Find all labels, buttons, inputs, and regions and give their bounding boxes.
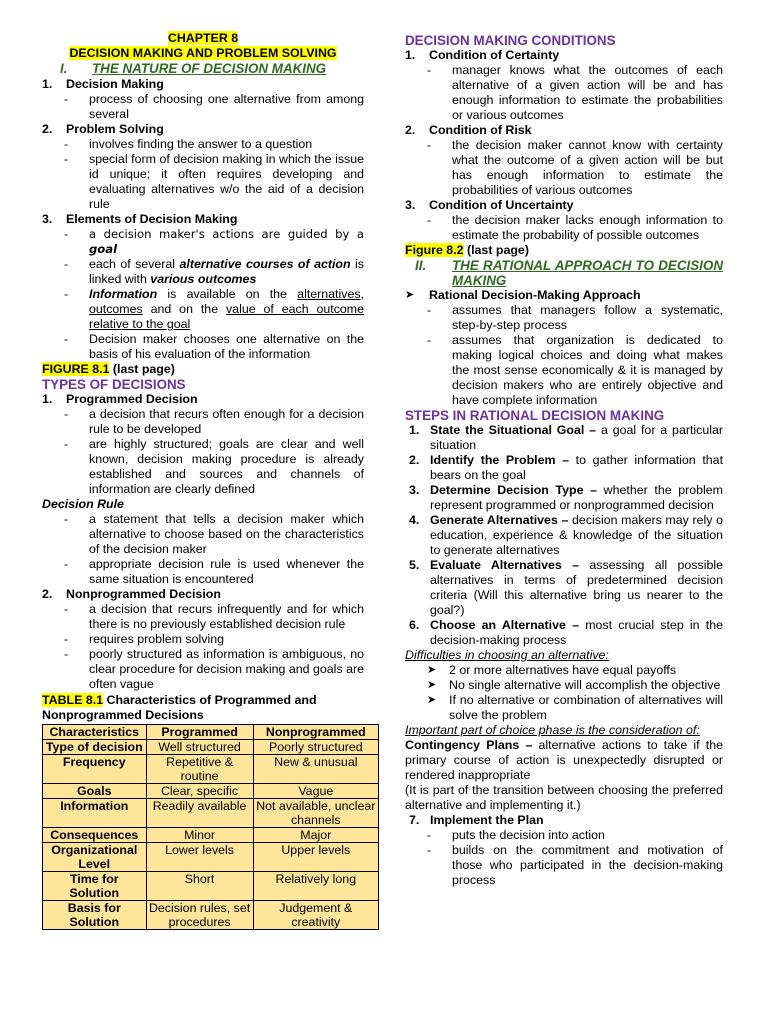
right-column [405,33,723,888]
table-cell: Repetitive & routine [146,755,253,784]
list-item: - a decision that recurs often enough for a decision rule to be developed [64,407,364,436]
table-header-row [43,725,379,740]
table-cell: Organizational Level [43,843,147,872]
type-2-heading: 2. Nonprogrammed Decision [42,587,221,601]
table-cell: Frequency [43,755,147,784]
table-cell: New & unusual [253,755,378,784]
table-cell: Information [43,799,147,828]
list-item: - special form of decision making in which the issue id unique; it often requires developing and evaluating alternatives w/o the aid of a decision rule [64,152,364,211]
table-row [43,828,379,843]
list-item: - builds on the commitment and motivation of those who participated in the decision-making process [427,843,723,887]
list-item: - poorly structured as information is ambiguous, no clear procedure for decision making and goals are often vague [64,647,364,691]
table-row [43,755,379,784]
item-2-heading: 2. Problem Solving [42,122,164,136]
step-item: 5. Evaluate Alternatives – assessing all possible alternatives in terms of predetermined decision criteria (Will this alternative bring us nearer to the goal?) [409,558,723,617]
table-cell: Short [146,872,253,901]
step-item: 2. Identify the Problem – to gather information that bears on the goal [409,453,724,482]
step-item: 3. Determine Decision Type – whether the problem represent programmed or nonprogrammed decision [409,483,723,512]
table-cell: Goals [43,784,147,799]
table-cell: Clear, specific [146,784,253,799]
table-row [43,901,379,930]
step-item: 1. State the Situational Goal – a goal for a particular situation [409,423,724,452]
difficulties-heading: Difficulties in choosing an alternative: [405,648,609,662]
step-item: 6. Choose an Alternative – most crucial step in the decision-making process [409,618,723,647]
list-item: - each of several alternative courses of action is linked with various outcomes [64,257,364,286]
characteristics-table [42,724,379,930]
table-cell: Consequences [43,828,147,843]
chapter-title: DECISION MAKING AND PROBLEM SOLVING [69,46,337,60]
table-cell: Upper levels [253,843,378,872]
table-cell: Type of decision [43,740,147,755]
important-note: Important part of choice phase is the consideration of: [405,723,700,737]
table-cell: Decision rules, set procedures [146,901,253,930]
conditions-heading: DECISION MAKING CONDITIONS [405,33,616,48]
table-cell: Relatively long [253,872,378,901]
figure-8-1-reference: FIGURE 8.1 (last page) [42,362,175,376]
table-cell: Well structured [146,740,253,755]
table-cell: Minor [146,828,253,843]
table-header-cell: Nonprogrammed [253,725,378,740]
list-item: - manager knows what the outcomes of each alternative of a given action will be and has enough information to estimate the probabilities or various outcomes [427,63,723,122]
table-header-cell: Characteristics [43,725,147,740]
decision-rule-heading: Decision Rule [42,497,124,511]
list-item: - process of choosing one alternative from among several [64,92,364,121]
list-item: - the decision maker lacks enough information to estimate the probability of possible outcomes [427,213,723,242]
table-header-cell: Programmed [146,725,253,740]
condition-2-heading: 2. Condition of Risk [405,123,532,137]
list-item: - appropriate decision rule is used whenever the same situation is encountered [64,557,364,586]
list-item: - are highly structured; goals are clear and well known, decision making procedure is already established and sources and channels of information are clearly defined [64,437,364,496]
table-cell: Lower levels [146,843,253,872]
list-item: - a statement that tells a decision maker which alternative to choose based on the characteristics of the decision maker [64,512,364,556]
list-item: - assumes that managers follow a systematic, step-by-step process [427,303,723,332]
contingency-plans: Contingency Plans – alternative actions to take if the primary course of action is unexpectedly disrupted or rendered inappropriate [405,738,723,782]
table-cell: Basis for Solution [43,901,147,930]
step-item: 4. Generate Alternatives – decision makers may rely o education, experience & knowledge of the situation to generate alternatives [409,513,723,557]
list-item: ➤ 2 or more alternatives have equal payoffs [427,663,677,677]
table-row [43,740,379,755]
list-item: - Information is available on the alternatives, outcomes and on the value of each outcome relative to the goal [64,287,364,331]
table-cell: Judgement & creativity [253,901,378,930]
list-item: - a decision that recurs infrequently and for which there is no previously established decision rule [64,602,364,631]
steps-heading: STEPS IN RATIONAL DECISION MAKING [405,408,665,423]
step-7-heading: 7. Implement the Plan [409,813,544,827]
section-1-heading: I. THE NATURE OF DECISION MAKING [60,61,327,76]
section-2-heading: II. THE RATIONAL APPROACH TO DECISION MAKING [415,258,723,288]
list-item: - Decision maker chooses one alternative on the basis of his evaluation of the information [64,332,364,361]
table-cell: Poorly structured [253,740,378,755]
table-cell: Readily available [146,799,253,828]
table-row [43,843,379,872]
item-3-heading: 3. Elements of Decision Making [42,212,238,226]
list-item: - puts the decision into action [427,828,605,842]
table-cell: Vague [253,784,378,799]
item-1-heading: 1. Decision Making [42,77,164,91]
table-cell: Major [253,828,378,843]
chapter-heading: CHAPTER 8 [167,31,239,45]
list-item: - involves finding the answer to a question [64,137,313,151]
types-heading: TYPES OF DECISIONS [42,377,186,392]
table-row [43,799,379,828]
condition-1-heading: 1. Condition of Certainty [405,48,560,62]
table-row [43,872,379,901]
condition-3-heading: 3. Condition of Uncertainty [405,198,574,212]
table-8-1-caption: TABLE 8.1 Characteristics of Programmed and Nonprogrammed Decisions [42,693,317,722]
table-row [43,784,379,799]
table-cell: Not available, unclear channels [253,799,378,828]
list-item: - requires problem solving [64,632,224,646]
list-item: ➤ No single alternative will accomplish the objective [427,678,721,692]
list-item: ➤ If no alternative or combination of alternatives will solve the problem [427,693,723,722]
figure-8-2-reference: Figure 8.2 (last page) [405,243,529,257]
list-item: - a decision maker's actions are guided by a goal [64,227,364,256]
list-item: - the decision maker cannot know with certainty what the outcome of a given action will be but has enough information to estimate the probabilities of various outcomes [427,138,723,197]
rational-approach-heading: ➤ Rational Decision-Making Approach [405,288,641,302]
contingency-note: (It is part of the transition between choosing the preferred alternative and implementing it.) [405,783,723,812]
list-item: - assumes that organization is dedicated to making logical choices and doing what makes the most sense economically & it is managed by decision makers who are entirely objective and have complete information [427,333,723,407]
type-1-heading: 1. Programmed Decision [42,392,198,406]
left-column [42,31,376,930]
table-cell: Time for Solution [43,872,147,901]
